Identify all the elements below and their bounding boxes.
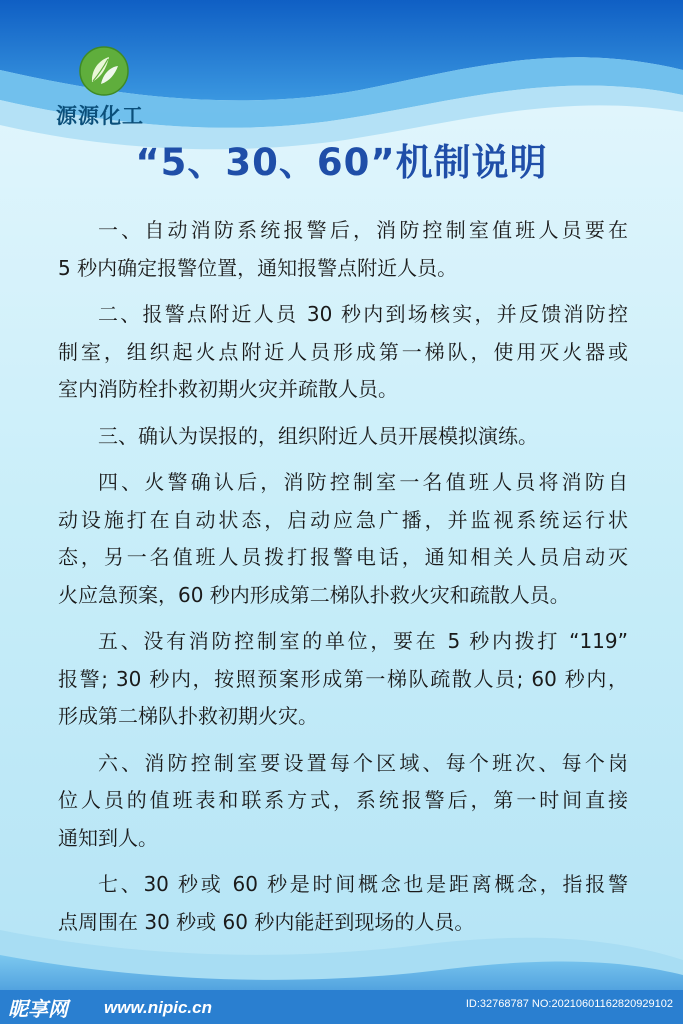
paragraph-line: 五、没有消防控制室的单位，要在 5 秒内拨打 “119” bbox=[98, 629, 628, 653]
body-content bbox=[58, 212, 628, 950]
leaf-logo-icon bbox=[79, 46, 129, 96]
paragraph-line: 形成第二梯队扑救初期火灾。 bbox=[58, 704, 318, 728]
paragraph-line: 制室，组织起火点附近人员形成第一梯队，使用灭火器或 bbox=[58, 339, 628, 364]
paragraph-line: 七、30 秒或 60 秒是时间概念也是距离概念，指报警 bbox=[98, 872, 628, 896]
paragraph bbox=[58, 212, 628, 287]
paragraph bbox=[58, 623, 628, 736]
paragraph-line: 5 秒内确定报警位置，通知报警点附近人员。 bbox=[58, 255, 458, 280]
paragraph-line: 态，另一名值班人员拨打报警电话，通知相关人员启动灭 bbox=[58, 545, 628, 569]
watermark-url: www.nipic.cn bbox=[104, 998, 212, 1017]
page-title: “5、30、60”机制说明 bbox=[135, 141, 548, 184]
paragraph-line: 火应急预案，60 秒内形成第二梯队扑救火灾和疏散人员。 bbox=[58, 582, 570, 607]
paragraph-line: 动设施打在自动状态，启动应急广播，并监视系统运行状 bbox=[58, 507, 628, 532]
paragraph-line: 室内消防栓扑救初期火灾并疏散人员。 bbox=[58, 377, 398, 401]
paragraph-line: 报警; 30 秒内，按照预案形成第一梯队疏散人员; 60 秒内， bbox=[58, 666, 628, 691]
watermark-brand: 昵享网 bbox=[8, 997, 68, 1021]
paragraph bbox=[58, 418, 628, 456]
paragraph-line: 四、火警确认后，消防控制室一名值班人员将消防自 bbox=[98, 470, 628, 494]
paragraph-line: 三、确认为误报的，组织附近人员开展模拟演练。 bbox=[98, 423, 538, 448]
paragraph-line: 一、自动消防系统报警后，消防控制室值班人员要在 bbox=[98, 218, 628, 242]
paragraph bbox=[58, 464, 628, 614]
paragraph bbox=[58, 745, 628, 858]
paragraph bbox=[58, 866, 628, 941]
paragraph-line: 六、消防控制室要设置每个区域、每个班次、每个岗 bbox=[98, 750, 628, 775]
paragraph-line: 点周围在 30 秒或 60 秒内能赶到现场的人员。 bbox=[58, 909, 475, 934]
brand-name: 源源化工 bbox=[56, 104, 144, 128]
brand-logo bbox=[56, 46, 166, 126]
paragraph-line: 二、报警点附近人员 30 秒内到场核实，并反馈消防控 bbox=[98, 302, 628, 326]
watermark-id: ID:32768787 NO:20210601162820929102 bbox=[465, 998, 673, 1010]
paragraph-line: 通知到人。 bbox=[58, 825, 158, 850]
paragraph bbox=[58, 296, 628, 409]
paragraph-line: 位人员的值班表和联系方式，系统报警后，第一时间直接 bbox=[58, 788, 628, 812]
